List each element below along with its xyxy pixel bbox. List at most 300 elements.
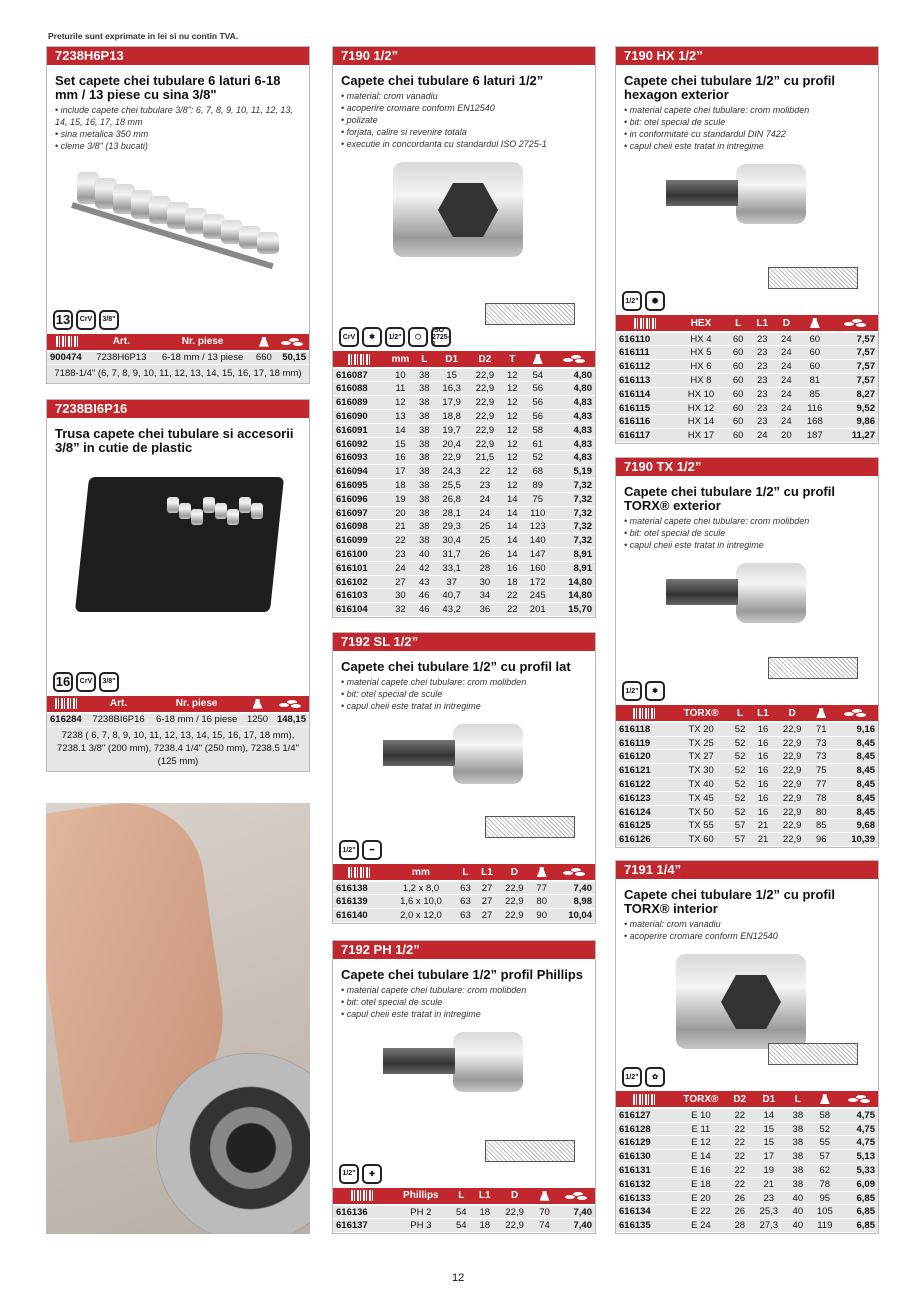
cell: 16 [502, 561, 524, 575]
article-number: 616098 [333, 520, 387, 534]
column-header: L [786, 1091, 809, 1108]
column-header: D [498, 864, 531, 881]
cell: 24 [774, 360, 798, 374]
cell: E 16 [674, 1164, 729, 1178]
table-row [616, 332, 878, 346]
price: 7,40 [556, 1205, 595, 1219]
cell: 18,8 [435, 410, 468, 424]
cell: 16 [752, 805, 775, 819]
article-number: 616091 [333, 423, 387, 437]
cell: HX 5 [676, 346, 726, 360]
cell: 34 [468, 589, 501, 603]
cell: 40 [786, 1205, 809, 1219]
cell: 2,0 x 12,0 [387, 909, 455, 923]
column-header [798, 315, 831, 332]
cell: 22 [728, 1108, 751, 1122]
cell: 22,9 [498, 895, 531, 909]
cell: 57 [809, 1150, 840, 1164]
cell: 78 [810, 791, 833, 805]
cell: 22,9 [774, 833, 809, 847]
cell: TX 30 [674, 764, 729, 778]
cell: 22,9 [468, 368, 501, 382]
column-header [47, 334, 90, 351]
cell: 22,9 [774, 805, 809, 819]
table-row [333, 382, 595, 396]
table-row [333, 909, 595, 923]
cell: 33,1 [435, 561, 468, 575]
column-header [833, 705, 878, 722]
cell: 23 [751, 1191, 786, 1205]
cell: 54 [523, 368, 552, 382]
cell: HX 6 [676, 360, 726, 374]
cell: 14 [502, 492, 524, 506]
price-coins-icon [562, 867, 586, 877]
panel-code: 7238BI6P16 [47, 400, 309, 418]
cell: E 22 [674, 1205, 729, 1219]
product-image [616, 551, 878, 681]
cell: 30 [387, 589, 413, 603]
weight-icon [253, 699, 263, 709]
cell: 60 [726, 415, 750, 429]
cell: 56 [523, 410, 552, 424]
cell: TX 45 [674, 791, 729, 805]
table-row [616, 1177, 878, 1191]
price: 8,45 [833, 750, 878, 764]
cell: 38 [786, 1108, 809, 1122]
cell: TX 20 [674, 722, 729, 736]
table-row [333, 589, 595, 603]
socket-drawing [736, 164, 806, 224]
column-header: D [774, 705, 809, 722]
panel-title: Capete chei tubulare 1/2” cu profil TORX® interior [624, 887, 835, 916]
cell: 14 [502, 506, 524, 520]
cell: HX 4 [676, 332, 726, 346]
barcode-icon [56, 336, 80, 347]
spec-icon: 1/2" [385, 327, 405, 347]
column-header: L1 [473, 1188, 497, 1205]
table-row [333, 423, 595, 437]
article-number: 616113 [616, 374, 676, 388]
dimension-drawing [485, 303, 575, 325]
cell: 75 [523, 492, 552, 506]
spec-icon: 1/2" [339, 840, 359, 860]
column-header [831, 315, 878, 332]
cell: 77 [531, 881, 553, 895]
cell: 23 [750, 346, 774, 360]
price-coins-icon [278, 699, 302, 709]
cell: 43 [414, 575, 436, 589]
cell: 16 [752, 791, 775, 805]
table-row [616, 429, 878, 443]
cell: 20 [774, 429, 798, 443]
column-header: L1 [750, 315, 774, 332]
article-number: 616111 [616, 346, 676, 360]
cell: 14 [751, 1108, 786, 1122]
spec-icon: 1/2" [339, 1164, 359, 1184]
cell: 71 [810, 722, 833, 736]
column-header: Phillips [392, 1188, 449, 1205]
cell: 74 [533, 1219, 557, 1233]
table-row [616, 346, 878, 360]
cell: 22,9 [468, 423, 501, 437]
cell: 17 [751, 1150, 786, 1164]
price: 6,09 [840, 1177, 878, 1191]
article-number: 616089 [333, 396, 387, 410]
price-coins-icon [847, 1094, 871, 1104]
column-header: Art. [90, 334, 153, 351]
cell: 23 [750, 401, 774, 415]
table-row [616, 750, 878, 764]
cell: E 12 [674, 1136, 729, 1150]
barcode-icon [633, 708, 657, 719]
cell: 52 [729, 805, 752, 819]
barcode-icon [633, 1094, 657, 1105]
cell: 22,9 [498, 881, 531, 895]
cell: E 24 [674, 1219, 729, 1233]
cell: 12 [387, 396, 413, 410]
cell: 22,9 [497, 1219, 533, 1233]
article-number: 616112 [616, 360, 676, 374]
article-number: 616116 [616, 415, 676, 429]
cell: 15 [751, 1136, 786, 1150]
panel-7192-ph [332, 940, 596, 1234]
cell: E 11 [674, 1122, 729, 1136]
socket-drawing [227, 509, 239, 525]
feature-bullet: • capul cheii este tratat in intregime [624, 540, 764, 550]
column-header: L [726, 315, 750, 332]
article-number: 616127 [616, 1108, 674, 1122]
cell: 77 [810, 778, 833, 792]
feature-bullet: • cleme 3/8" (13 bucati) [55, 141, 148, 151]
cell: 168 [798, 415, 831, 429]
cell: 23 [750, 374, 774, 388]
column-header [333, 1188, 392, 1205]
article-number: 616095 [333, 479, 387, 493]
price: 4,83 [552, 396, 595, 410]
price: 8,91 [552, 548, 595, 562]
cell: 12 [502, 465, 524, 479]
cell: HX 14 [676, 415, 726, 429]
cell: 18 [502, 575, 524, 589]
feature-bullet: • bit: otel special de scule [624, 117, 726, 127]
panel-code: 7192 SL 1/2” [333, 633, 595, 651]
price: 11,27 [831, 429, 878, 443]
cell: 17,9 [435, 396, 468, 410]
bit-drawing [666, 180, 738, 206]
price: 8,45 [833, 764, 878, 778]
table-row [47, 351, 309, 365]
cell: 6-18 mm / 16 piese [150, 713, 244, 727]
panel-code: 7190 1/2” [333, 47, 595, 65]
panel-7190 [332, 46, 596, 618]
dimension-drawing [768, 1043, 858, 1065]
cell: 24 [468, 492, 501, 506]
article-number: 616114 [616, 387, 676, 401]
table-row [616, 1122, 878, 1136]
icon-row [616, 681, 878, 705]
table-row [616, 1150, 878, 1164]
cell: 22,9 [774, 722, 809, 736]
weight-icon [533, 354, 543, 364]
cell: 18 [473, 1205, 497, 1219]
price: 8,45 [833, 805, 878, 819]
product-image [616, 942, 878, 1067]
cell: 42 [414, 561, 436, 575]
cell: 14 [502, 534, 524, 548]
table-row [333, 520, 595, 534]
cell: 26 [728, 1191, 751, 1205]
cell: 22,9 [468, 396, 501, 410]
table-row [333, 534, 595, 548]
cell: 21 [752, 833, 775, 847]
cell: 1,2 x 8,0 [387, 881, 455, 895]
cell: 37 [435, 575, 468, 589]
price: 4,80 [552, 368, 595, 382]
cell: 12 [502, 382, 524, 396]
cell: 24 [774, 387, 798, 401]
cell: 27 [476, 909, 498, 923]
cell: 23 [750, 387, 774, 401]
price: 4,80 [552, 382, 595, 396]
cell: 60 [726, 387, 750, 401]
article-number: 616139 [333, 895, 387, 909]
column-header: L [450, 1188, 474, 1205]
cell: 38 [414, 534, 436, 548]
panel-title: Capete chei tubulare 6 laturi 1/2” [341, 73, 544, 88]
column-header: mm [387, 864, 455, 881]
column-header: L [414, 351, 436, 368]
feature-bullet: • capul cheii este tratat in intregime [341, 701, 481, 711]
column-header [616, 315, 676, 332]
cell: 24 [774, 401, 798, 415]
socket-drawing [191, 509, 203, 525]
table-row [616, 415, 878, 429]
table-row [616, 764, 878, 778]
cell: 16,3 [435, 382, 468, 396]
cell: 22,9 [498, 909, 531, 923]
article-number: 616120 [616, 750, 674, 764]
dimension-drawing [768, 657, 858, 679]
cell: 26,8 [435, 492, 468, 506]
feature-bullet: • material capete chei tubulare: crom molibden [341, 677, 527, 687]
cell: 60 [726, 429, 750, 443]
cell: 38 [414, 520, 436, 534]
column-header [523, 351, 552, 368]
feature-bullet: • material capete chei tubulare: crom molibden [624, 516, 810, 526]
cell: 26 [468, 548, 501, 562]
cell: 52 [729, 750, 752, 764]
cell: 68 [523, 465, 552, 479]
cell: 22,9 [468, 410, 501, 424]
case-drawing [75, 477, 284, 612]
cell: 36 [468, 603, 501, 617]
cell: 22 [502, 589, 524, 603]
product-image [47, 152, 309, 310]
weight-icon [540, 1191, 550, 1201]
article-number: 616102 [333, 575, 387, 589]
table-row [333, 881, 595, 895]
article-number: 616136 [333, 1205, 392, 1219]
product-table [333, 864, 595, 923]
cell: 22,9 [774, 736, 809, 750]
cell: 85 [798, 387, 831, 401]
price: 7,32 [552, 506, 595, 520]
cell: 16 [387, 451, 413, 465]
column-header: TORX® [674, 705, 729, 722]
product-image [616, 152, 878, 291]
column-header: D [497, 1188, 533, 1205]
table-row [333, 479, 595, 493]
cell: 18 [473, 1219, 497, 1233]
column-header [810, 705, 833, 722]
column-header [533, 1188, 557, 1205]
article-number: 616118 [616, 722, 674, 736]
article-number: 616128 [616, 1122, 674, 1136]
cell: E 10 [674, 1108, 729, 1122]
cell: 63 [455, 895, 477, 909]
dimension-drawing [768, 267, 858, 289]
cell: 38 [414, 396, 436, 410]
cell: 60 [798, 346, 831, 360]
table-row [333, 465, 595, 479]
weight-icon [820, 1094, 830, 1104]
price: 6,85 [840, 1219, 878, 1233]
cell: E 20 [674, 1191, 729, 1205]
table-row [616, 1164, 878, 1178]
cell: 22,9 [435, 451, 468, 465]
cell: E 14 [674, 1150, 729, 1164]
socket-drawing [736, 563, 806, 623]
article-number: 616090 [333, 410, 387, 424]
feature-bullet: • executie in concordanta cu standardul ISO 2725-1 [341, 139, 547, 149]
cell: 16 [752, 722, 775, 736]
panel-title: Capete chei tubulare 1/2” profil Phillips [341, 967, 583, 982]
cell: 140 [523, 534, 552, 548]
cell: 38 [414, 437, 436, 451]
cell: TX 25 [674, 736, 729, 750]
socket-drawing [453, 1032, 523, 1092]
article-number: 616096 [333, 492, 387, 506]
price: 9,86 [831, 415, 878, 429]
socket-drawing [203, 497, 215, 513]
cell: 24,3 [435, 465, 468, 479]
table-row [616, 1219, 878, 1233]
table-row [47, 713, 309, 727]
cell: 22,9 [497, 1205, 533, 1219]
spec-icon: ━ [362, 840, 382, 860]
cell: 38 [414, 410, 436, 424]
cell: 27,3 [751, 1219, 786, 1233]
panel-7192-sl [332, 632, 596, 924]
panel-7238bi6p16 [46, 399, 310, 772]
cell: 31,7 [435, 548, 468, 562]
column-header: T [502, 351, 524, 368]
price: 7,57 [831, 360, 878, 374]
article-number: 616140 [333, 909, 387, 923]
price: 14,80 [552, 589, 595, 603]
cell: 38 [414, 506, 436, 520]
cell: 24 [774, 415, 798, 429]
column-header: D1 [751, 1091, 786, 1108]
price: 50,15 [275, 351, 309, 365]
panel-code: 7191 1/4” [616, 861, 878, 879]
cell: 160 [523, 561, 552, 575]
price: 148,15 [271, 713, 309, 727]
weight-icon [810, 318, 820, 328]
cell: 22 [728, 1164, 751, 1178]
cell: 52 [729, 764, 752, 778]
barcode-icon [348, 354, 372, 365]
cell: 38 [786, 1150, 809, 1164]
cell: 24 [468, 506, 501, 520]
article-number: 616103 [333, 589, 387, 603]
cell: 16 [752, 750, 775, 764]
cell: 52 [809, 1122, 840, 1136]
spec-icon: ✿ [645, 1067, 665, 1087]
article-number: 616130 [616, 1150, 674, 1164]
feature-bullet: • material: crom vanadiu [341, 91, 438, 101]
cell: 24 [774, 374, 798, 388]
cell: 20 [387, 506, 413, 520]
panel-code: 7190 TX 1/2” [616, 458, 878, 476]
page-number: 12 [452, 1272, 465, 1284]
product-table [47, 696, 309, 727]
cell: 57 [729, 819, 752, 833]
cell: 38 [414, 492, 436, 506]
cell: 21 [752, 819, 775, 833]
cell: 52 [523, 451, 552, 465]
icon-row [616, 291, 878, 315]
cell: 24 [387, 561, 413, 575]
cell: HX 8 [676, 374, 726, 388]
feature-bullet: • include capete chei tubulare 3/8": 6, 7, 8, 9, 10, 11, 12, 13, 14, 15, 16, 17, 18 mm [55, 105, 293, 127]
cell: 7238H6P13 [90, 351, 153, 365]
column-header [271, 696, 309, 713]
cell: 22 [502, 603, 524, 617]
cell: 56 [523, 382, 552, 396]
article-number: 616124 [616, 805, 674, 819]
cell: 63 [455, 881, 477, 895]
socket-drawing [215, 503, 227, 519]
price: 5,33 [840, 1164, 878, 1178]
cell: 38 [414, 423, 436, 437]
cell: 21 [387, 520, 413, 534]
cell: 19 [751, 1164, 786, 1178]
cell: 25 [468, 520, 501, 534]
cell: 22 [468, 465, 501, 479]
cell: 32 [387, 603, 413, 617]
cell: 60 [798, 332, 831, 346]
cell: HX 10 [676, 387, 726, 401]
article-number: 616094 [333, 465, 387, 479]
price: 9,52 [831, 401, 878, 415]
cell: 38 [414, 382, 436, 396]
cell: 52 [729, 722, 752, 736]
article-number: 616088 [333, 382, 387, 396]
cell: 24 [750, 429, 774, 443]
cell: 60 [726, 401, 750, 415]
spec-icon: CrV [76, 672, 96, 692]
cell: 40,7 [435, 589, 468, 603]
column-header [244, 696, 272, 713]
panel-title: Capete chei tubulare 1/2” cu profil TORX® exterior [624, 484, 835, 513]
table-row [333, 1205, 595, 1219]
price: 6,85 [840, 1191, 878, 1205]
cell: 38 [414, 451, 436, 465]
barcode-icon [348, 867, 372, 878]
price: 6,85 [840, 1205, 878, 1219]
feature-bullet: • forjata, calire si revenire totala [341, 127, 467, 137]
